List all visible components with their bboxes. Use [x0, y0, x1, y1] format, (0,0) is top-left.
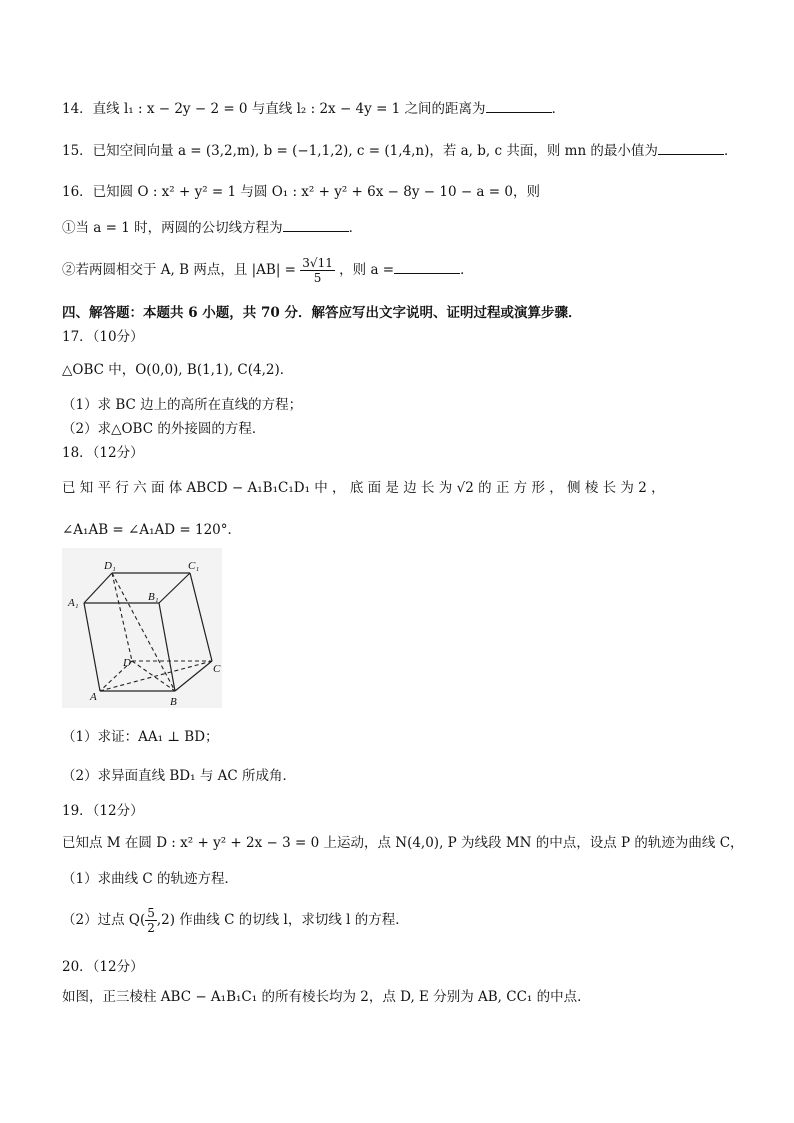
edge-B1B	[159, 603, 175, 691]
question-18-heading: 18．（12分）	[62, 445, 144, 461]
edge-BC	[175, 661, 212, 691]
answer-blank	[486, 98, 552, 113]
question-14: 14．直线 l₁ : x − 2y − 2 = 0 与直线 l₂ : 2x − 4y = 1 之间的距离为 ．	[62, 98, 565, 119]
label-D: D	[123, 657, 131, 669]
section-4-heading: 四、解答题：本题共 6 小题，共 70 分．解答应写出文字说明、证明过程或演算步骤．	[62, 305, 582, 321]
question-17-part-1: （1）求 BC 边上的高所在直线的方程；	[62, 397, 303, 413]
edge-B1C1	[159, 573, 190, 603]
question-18-intro-2: ∠A₁AB = ∠A₁AD = 120°．	[62, 522, 241, 538]
label-A1: A₁	[68, 597, 79, 609]
question-19-intro: 已知点 M 在圆 D : x² + y² + 2x − 3 = 0 上运动，点 N(4,0), P 为线段 MN 的中点，设点 P 的轨迹为曲线 C，	[62, 835, 744, 851]
fraction: $\frac{5}{2}$	[147, 906, 155, 935]
question-18-intro-1: 已 知 平 行 六 面 体 ABCD − A₁B₁C₁D₁ 中 ， 底 面 是 边 长 为 √2 的 正 方 形 ， 侧 棱 长 为 2 ，	[62, 480, 665, 496]
answer-blank	[658, 140, 724, 155]
question-19-part-2: （2）过点 Q( $\frac{5}{2}$ ,2) 作曲线 C 的切线 l，求切线 l 的方程．	[62, 906, 409, 935]
parallelepiped-diagram	[62, 548, 222, 708]
question-19-heading: 19．（12分）	[62, 803, 144, 819]
label-D1: D₁	[104, 560, 116, 572]
question-16-part-2: ②若两圆相交于 A, B 两点，且 |AB| = $\frac{3√11}{5}$ ，则 a = ．	[62, 256, 474, 285]
edge-A1A	[84, 603, 100, 691]
edge-D1D	[112, 573, 132, 661]
question-15-text: 15．已知空间向量 a = (3,2,m), b = (−1,1,2), c = (1,4,n)，若 a, b, c 共面，则 mn 的最小值为	[62, 143, 658, 159]
answer-blank	[283, 217, 349, 232]
question-16-text: 16．已知圆 O : x² + y² = 1 与圆 O₁ : x² + y² + 6x − 8y − 10 − a = 0，则	[62, 184, 540, 200]
answer-blank	[394, 259, 460, 274]
label-B1: B₁	[148, 591, 159, 603]
label-B: B	[170, 696, 177, 708]
question-20-heading: 20．（12分）	[62, 959, 144, 975]
question-18-part-2: （2）求异面直线 BD₁ 与 AC 所成角．	[62, 768, 296, 784]
label-C: C	[213, 663, 221, 675]
question-18-part-1: （1）求证：AA₁ ⊥ BD；	[62, 729, 219, 745]
question-17-intro: △OBC 中，O(0,0), B(1,1), C(4,2)．	[62, 362, 294, 378]
question-15: 15．已知空间向量 a = (3,2,m), b = (−1,1,2), c = (1,4,n)，若 a, b, c 共面，则 mn 的最小值为 ．	[62, 140, 737, 161]
fraction: $\frac{3√11}{5}$	[302, 256, 333, 285]
parallelepiped-figure	[62, 548, 222, 708]
label-C1: C₁	[188, 560, 200, 572]
diagonal-BD	[132, 661, 175, 691]
edge-C1C	[190, 573, 212, 661]
question-16	[62, 182, 540, 202]
question-17-part-2: （2）求△OBC 的外接圆的方程．	[62, 421, 266, 437]
question-19-part-1: （1）求曲线 C 的轨迹方程．	[62, 871, 239, 887]
question-14-text: 14．直线 l₁ : x − 2y − 2 = 0 与直线 l₂ : 2x − 4y = 1 之间的距离为	[62, 101, 486, 117]
question-17-heading: 17．（10分）	[62, 329, 144, 345]
diagonal-BD1	[112, 573, 175, 691]
question-16-part-1: ①当 a = 1 时，两圆的公切线方程为 ．	[62, 217, 362, 238]
question-20-intro: 如图，正三棱柱 ABC − A₁B₁C₁ 的所有棱长均为 2，点 D, E 分别为 AB, CC₁ 的中点．	[62, 989, 591, 1005]
edge-D1A1	[84, 573, 112, 603]
label-A: A	[90, 691, 97, 703]
